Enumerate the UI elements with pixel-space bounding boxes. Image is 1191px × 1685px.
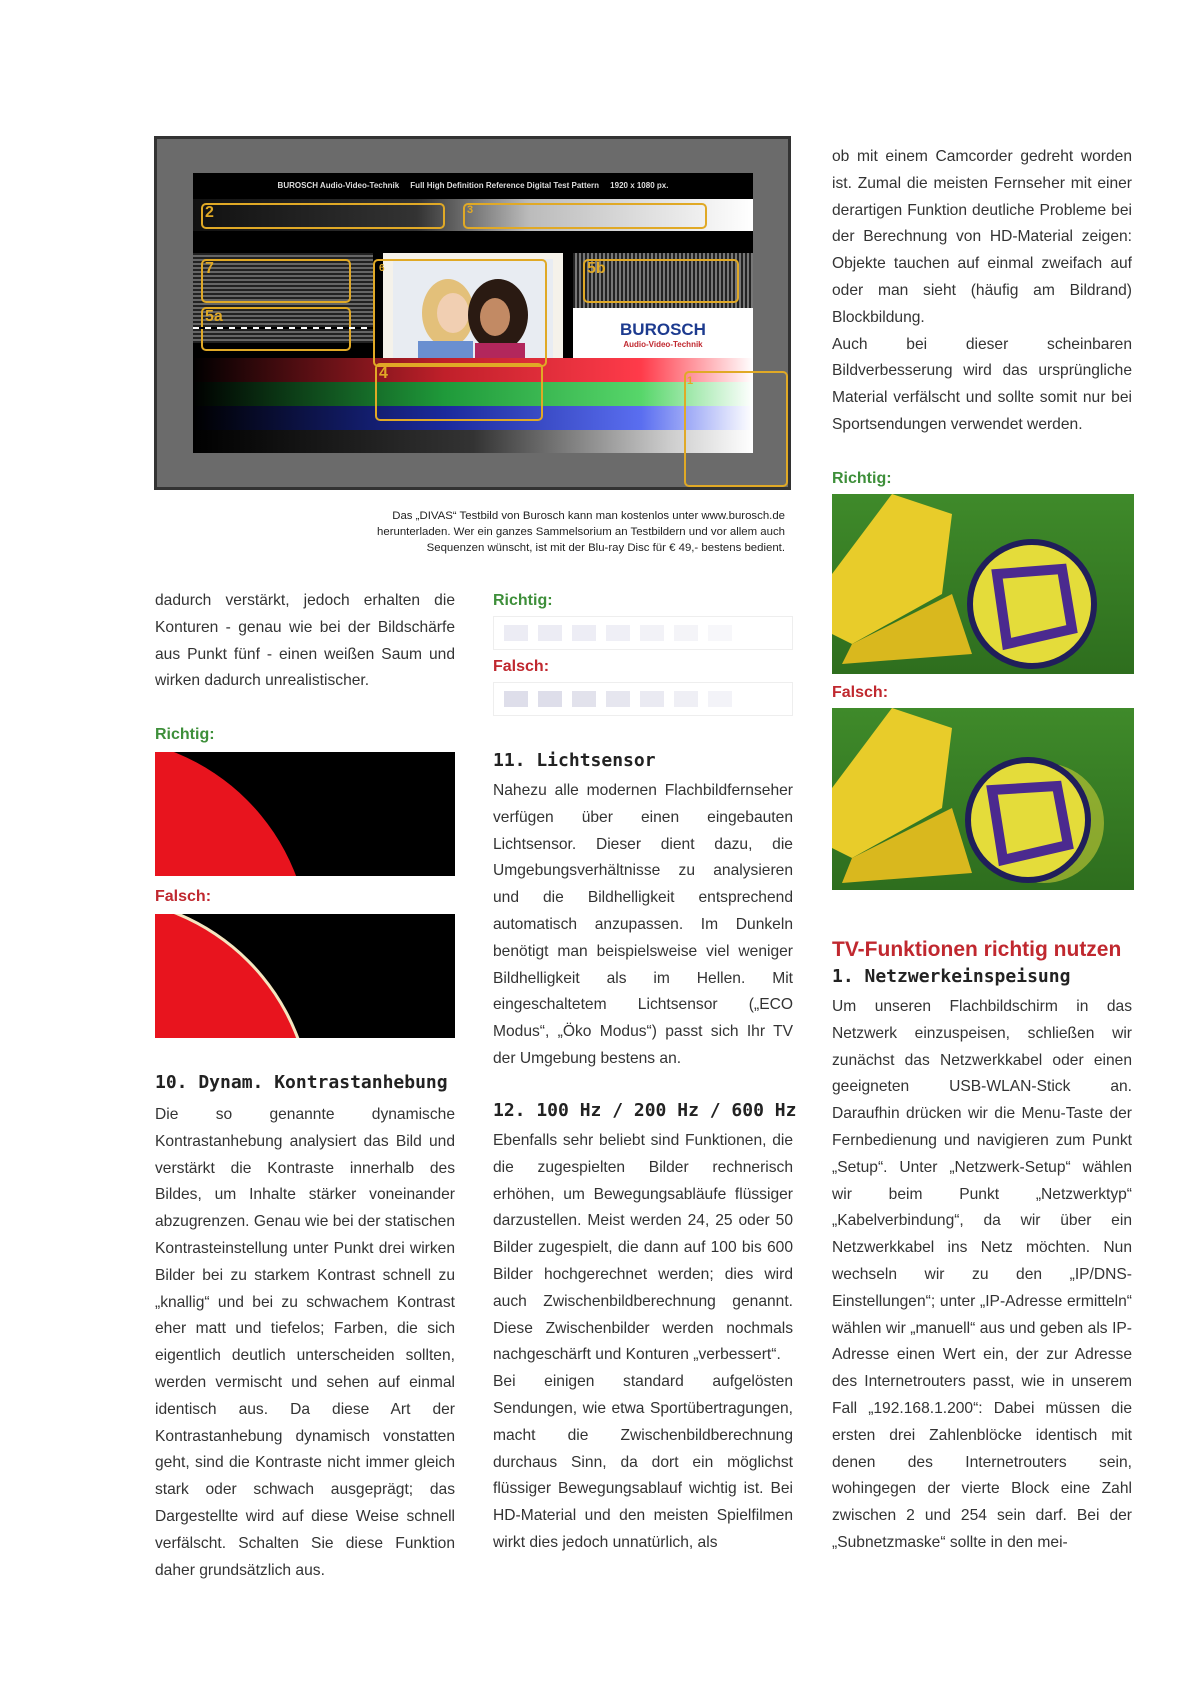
swatch [504, 625, 528, 641]
box-7 [201, 259, 351, 303]
box-label-2: 2 [205, 204, 214, 221]
swatch [504, 691, 528, 707]
box-1 [684, 371, 788, 487]
box-label-1: 1 [687, 375, 694, 387]
football-richtig-image [832, 494, 1134, 674]
red-circle-halo [155, 914, 455, 1038]
section-11-text: Nahezu alle modernen Flachbildfernseher verfügen über einen eingebauten Lichtsensor. Dieser dient dazu, die Umgebungsverhältnisse zu analysieren und die Bildhelligkeit entsprechend automatisch anzupassen. Im Dunkeln benötigt man beispielsweise viel weniger Bildhelligkeit als im Hellen. Mit eingeschaltetem Lichtsensor („ECO Modus“, „Öko Modus“) passt sich Ihr TV der Umgebung bestens an. [493, 782, 793, 1067]
right-top-text [832, 144, 1132, 439]
test-pattern-inner [193, 173, 753, 453]
section-10-heading: 10. Dynam. Kontrastanhebung [155, 1072, 448, 1093]
red-circle-sharp [155, 752, 455, 876]
right-top-paragraph-1: ob mit einem Camcorder gedreht worden ist. Zumal die meisten Fernseher mit einer derartigen Funktion deutliche Probleme bei der Berechnung von HD-Material zeigen: Objekte tauchen auf einmal zweifach auf oder man sieht (häufig am Bildrand) Blockbildung. [832, 148, 1132, 326]
logo-subtitle: Audio-Video-Technik [623, 340, 703, 349]
section-12-paragraph-2: Bei einigen standard aufgelösten Sendungen, wie etwa Sportübertragungen, macht die Zwischenbildberechnung durchaus Sinn, da dort ein möglichst flüssiger Bewegungsablauf wichtig ist. Bei HD-Material und den meisten Spielfilmen wirkt dies jedoch unnatürlich, als [493, 1373, 793, 1551]
box-5b [583, 259, 739, 303]
right-top-paragraph-2: Auch bei dieser scheinbaren Bildverbesserung wird das ursprüngliche Material verfälscht und sollte somit nur bei Sportsendungen verwendet werden. [832, 335, 1132, 433]
swatch-richtig-row [493, 616, 793, 650]
contrast-richtig-label: Richtig: [155, 726, 215, 743]
contrast-falsch-label: Falsch: [155, 888, 212, 905]
box-6 [373, 259, 547, 367]
logo-title: BUROSCH [620, 320, 706, 339]
football-falsch-label: Falsch: [832, 684, 889, 701]
swatch [674, 691, 698, 707]
swatch [640, 625, 664, 641]
swatch-falsch-row [493, 682, 793, 716]
box-label-5a: 5a [205, 308, 223, 325]
football-falsch-image [832, 708, 1134, 890]
swatch [538, 625, 562, 641]
image-caption [240, 508, 785, 556]
caption-line-1: Das „DIVAS“ Testbild von Burosch kann man kostenlos unter www.burosch.de [392, 510, 785, 522]
tv-functions-heading: TV-Funktionen richtig nutzen [832, 938, 1122, 961]
section-12-paragraph-1: Ebenfalls sehr beliebt sind Funktionen, die die zugespielten Bilder rechnerisch erhöhen, um Bewegungsabläufe flüssiger darzustellen. Meist werden 24, 25 oder 50 Bilder zugespielt, die dann auf 100 bis 600 Bilder hochgerechnet werden; dies wird auch Zwischenbildberechnung genannt. Diese Zwischenbilder werden nochmals nachgeschärft und Konturen „verbessert“. [493, 1132, 793, 1364]
swatch [640, 691, 664, 707]
caption-line-3: Sequenzen wünscht, ist mit der Blu-ray Disc für € 49,- bestens bedient. [426, 542, 785, 554]
box-label-7: 7 [205, 260, 214, 277]
football-sharp-photo [832, 494, 1134, 674]
swatch [708, 691, 732, 707]
section-12-text [493, 1128, 793, 1557]
swatch [708, 625, 732, 641]
contrast-falsch-image [155, 914, 455, 1038]
section-12-heading: 12. 100 Hz / 200 Hz / 600 Hz [493, 1100, 797, 1121]
network-text: Um unseren Flachbildschirm in das Netzwerk einzuspeisen, schließen wir zunächst das Netzwerkkabel oder einen geeigneten USB-WLAN-Stick an. Daraufhin drücken wir die Menu-Taste der Fernbedienung und navigieren zum Punkt „Setup“. Unter „Netzwerk-Setup“ wählen wir beim Punkt „Netzwerktyp“ „Kabelverbindung“, da wir über ein Netzwerkkabel ins Netz möchten. Nun wechseln wir zu den „IP/DNS-Einstellungen“; unter „IP-Adresse ermitteln“ wählen wir „manuell“ aus und geben als IP-Adresse einen Wert ein, der zur Adresse des Internetrouters passt, wie in unserem Fall „192.168.1.200“: Dabei müssen die ersten drei Zahlenblöcke identisch mit denen des Internetrouters sein, wohingegen der vierte Block eine Zahl zwischen 2 und 254 sein darf. Bei der „Subnetzmaske“ sollte in den mei- [832, 998, 1132, 1551]
contrast-richtig-image [155, 752, 455, 876]
box-label-3: 3 [467, 204, 474, 216]
swatch [606, 691, 630, 707]
left-intro-text: dadurch verstärkt, jedoch erhalten die Konturen - genau wie bei der Bildschärfe aus Punkt fünf - einen weißen Saum und wirken dadurch unrealistischer. [155, 592, 455, 690]
box-label-4: 4 [379, 365, 388, 382]
sharpness-line [193, 327, 373, 329]
box-label-5b: 5b [587, 260, 606, 277]
swatch-richtig-label: Richtig: [493, 592, 553, 609]
swatch [606, 625, 630, 641]
box-label-6: 6 [379, 263, 385, 274]
football-richtig-label: Richtig: [832, 470, 892, 487]
swatch-falsch-label: Falsch: [493, 658, 550, 675]
network-heading: 1. Netzwerkeinspeisung [832, 966, 1071, 987]
section-11-heading: 11. Lichtsensor [493, 750, 656, 771]
box-5a [201, 307, 351, 351]
swatch [572, 691, 596, 707]
test-pattern-image [154, 136, 791, 490]
box-2 [201, 203, 445, 229]
test-pattern-header: BUROSCH Audio-Video-Technik Full High Definition Reference Digital Test Pattern 1920 x 1080 px. [277, 181, 669, 190]
box-3 [463, 203, 707, 229]
swatch [674, 625, 698, 641]
box-4 [375, 363, 543, 421]
swatch [572, 625, 596, 641]
caption-line-2: herunterladen. Wer ein ganzes Sammelsorium an Testbildern und vor allem auch [377, 526, 785, 538]
football-ghosted-photo [832, 708, 1134, 890]
section-10-text: Die so genannte dynamische Kontrastanhebung analysiert das Bild und verstärkt die Kontraste innerhalb des Bildes, um Inhalte stärker voneinander abzugrenzen. Genau wie bei der statischen Kontrasteinstellung unter Punkt drei wirken Bilder bei zu starkem Kontrast schnell zu „knallig“ und bei zu schwachem Kontrast eher matt und tiefelos; Farben, die sich eigentlich deutlich unterscheiden sollten, werden vermischt und sehen auf einmal identisch aus. Da diese Art der Kontrastanhebung dynamisch vonstatten geht, sind die Kontraste nicht immer gleich stark oder schwach ausgeprägt; das Dargestellte wird auf diese Weise schnell verfälscht. Schalten Sie diese Funktion daher grundsätzlich aus. [155, 1106, 455, 1579]
swatch [538, 691, 562, 707]
